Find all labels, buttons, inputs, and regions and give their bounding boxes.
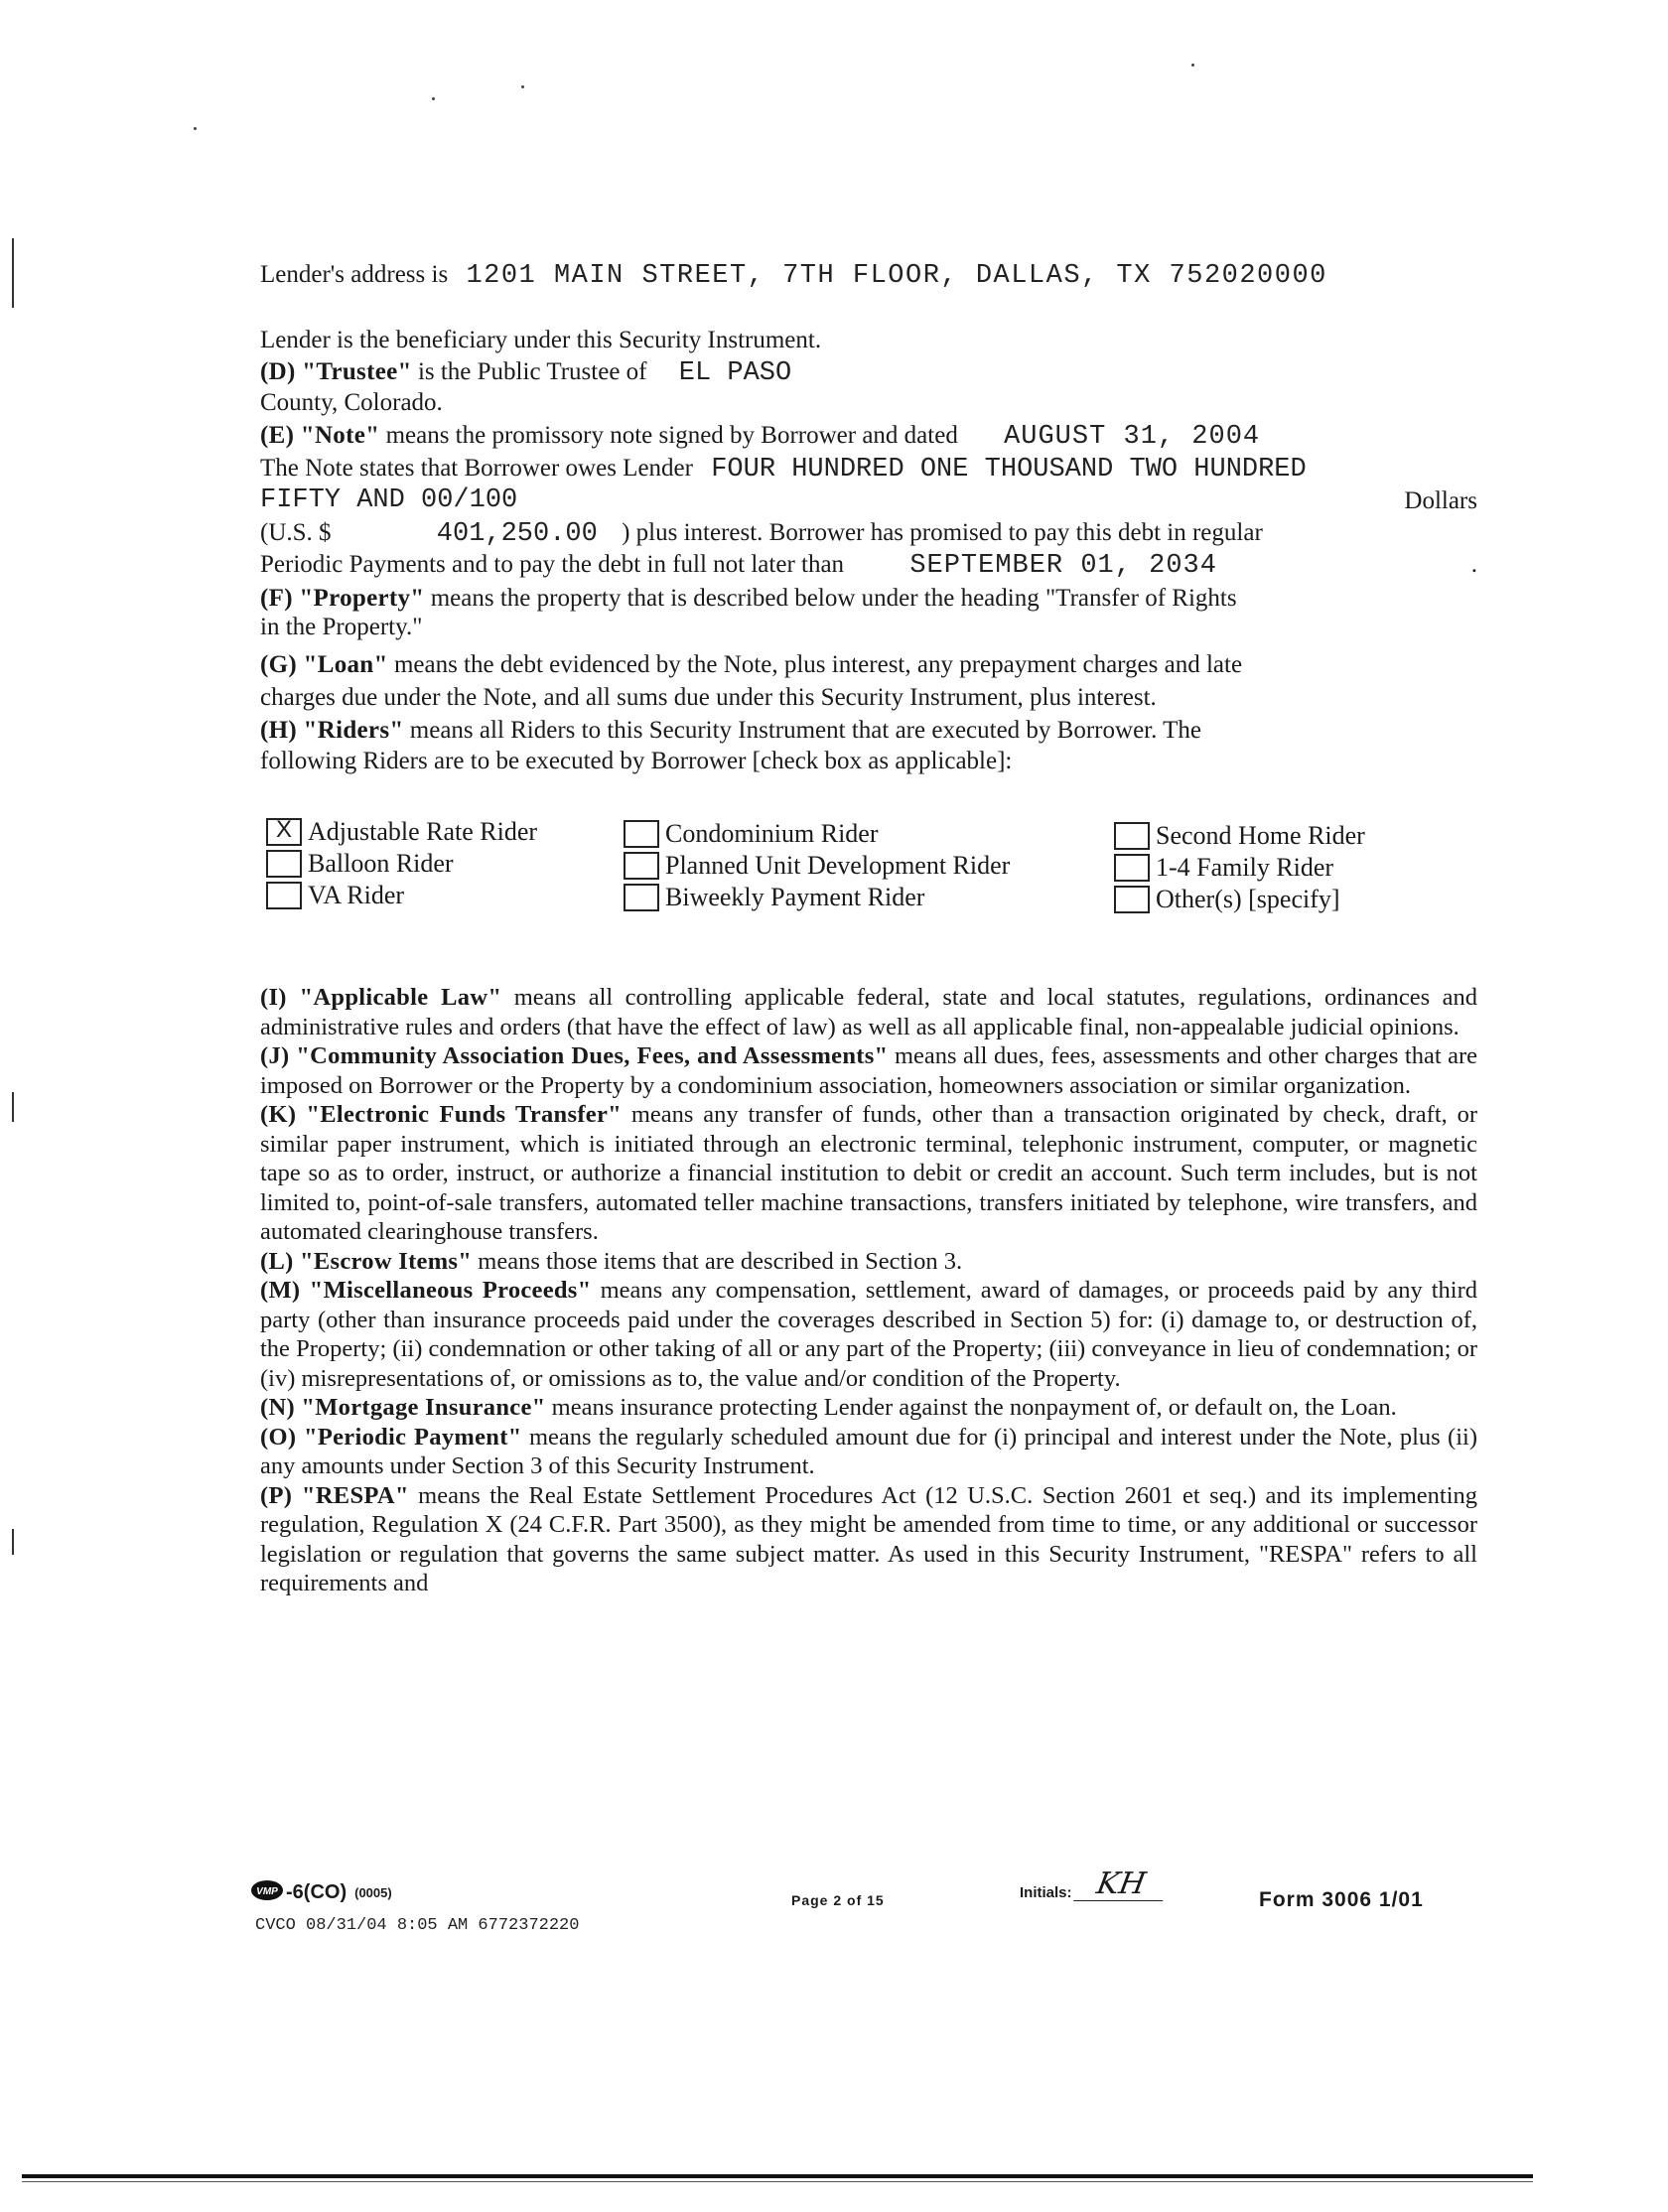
form-code: -6(CO)	[286, 1881, 348, 1903]
rider-label: Adjustable Rate Rider	[308, 817, 538, 846]
us-label: (U.S. $	[260, 519, 332, 546]
scan-dot	[1191, 64, 1194, 67]
definition-text: means those items that are described in Section 3.	[478, 1247, 963, 1275]
definition-misc-proceeds	[260, 1276, 1477, 1393]
checkbox-condominium[interactable]	[624, 820, 659, 848]
rider-planned-unit[interactable]	[624, 850, 1010, 882]
maturity-line	[260, 550, 1477, 581]
rider-biweekly[interactable]	[624, 882, 924, 913]
owes-text: The Note states that Borrower owes Lender	[260, 455, 693, 482]
definition-label: (N) "Mortgage Insurance"	[260, 1394, 546, 1421]
loan-amount: 401,250.00	[436, 519, 598, 549]
amount-words-2: FIFTY AND 00/100	[260, 485, 518, 515]
amount-line	[260, 518, 1477, 549]
stamp-text: CVCO 08/31/04 8:05 AM 6772372220	[255, 1916, 580, 1935]
lender-address-label: Lender's address is	[260, 261, 449, 288]
rider-label: Balloon Rider	[308, 849, 454, 878]
loan-label: (G) "Loan"	[260, 651, 388, 678]
definition-text: means any compensation, settlement, award of damages, or proceeds paid by any third party (other than insurance proceeds paid under the coverages described in Section 5) for: (i) damage to, or destruction of, the Property; (ii) condemnation or other taking of all or any part of the Property; (iii) conveyance in lieu of condemnation; or (iv) misrepresentations of, or omissions as to, the value and/or condition of the Property.	[260, 1277, 1478, 1392]
loan-line	[260, 650, 1477, 679]
checkbox-va[interactable]	[266, 882, 302, 909]
definition-label: (M) "Miscellaneous Proceeds"	[260, 1277, 592, 1304]
beneficiary-line	[260, 326, 1477, 354]
definition-text: means any transfer of funds, other than a transaction originated by check, draft, or similar paper instrument, which is initiated through an electronic terminal, telephonic instrument, computer, or magnetic tape so as to order, instruct, or authorize a financial institution to debit or credit an account. Such term includes, but is not limited to, point-of-sale transfers, automated teller machine transactions, transfers initiated by telephone, wire transfers, and automated clearinghouse transfers.	[260, 1101, 1478, 1245]
page-number	[791, 1892, 885, 1908]
scan-dot	[521, 85, 524, 88]
definition-text: means all controlling applicable federal, state and local statutes, regulations, ordinances and administrative rules and orders (that have the effect of law) as well as all applicable final, non-appealable judicial opinions.	[260, 984, 1477, 1040]
property-text-2: in the Property."	[260, 614, 423, 640]
form-logo	[250, 1879, 392, 1906]
definitions-block	[260, 983, 1477, 1598]
owes-line	[260, 454, 1477, 484]
riders-label: (H) "Riders"	[260, 717, 404, 744]
definition-respa	[260, 1481, 1477, 1598]
riders-text-1: means all Riders to this Security Instrument that are executed by Borrower. The	[409, 717, 1202, 744]
rider-va[interactable]	[266, 880, 404, 911]
scan-edge-mark	[12, 238, 14, 308]
vmp-logo-icon	[250, 1879, 284, 1906]
rider-label: Planned Unit Development Rider	[665, 851, 1011, 880]
checkbox-adjustable-rate[interactable]	[266, 818, 302, 846]
loan-text-1: means the debt evidenced by the Note, plus interest, any prepayment charges and late	[393, 651, 1243, 678]
definition-text: means the regularly scheduled amount due for (i) principal and interest under the Note, plus (ii) any amounts under Section 3 of this Security Instrument.	[260, 1423, 1477, 1479]
checkbox-balloon[interactable]	[266, 850, 302, 878]
definition-label: (L) "Escrow Items"	[260, 1247, 473, 1275]
property-label: (F) "Property"	[260, 585, 425, 612]
definition-escrow-items	[260, 1247, 1477, 1277]
rider-label: Other(s) [specify]	[1156, 885, 1340, 913]
definition-electronic-funds	[260, 1100, 1477, 1247]
amount-words-line	[260, 486, 1477, 515]
property-line	[260, 584, 1477, 613]
rider-label: 1-4 Family Rider	[1156, 853, 1334, 882]
rider-label: VA Rider	[308, 881, 405, 909]
trustee-label: (D) "Trustee"	[260, 358, 412, 385]
rider-balloon[interactable]	[266, 848, 454, 880]
form-number-text: Form 3006 1/01	[1259, 1888, 1424, 1911]
rider-1-4-family[interactable]	[1114, 852, 1333, 884]
rider-adjustable-rate[interactable]	[266, 816, 537, 848]
maturity-period: .	[1470, 551, 1477, 578]
definition-text: means insurance protecting Lender against the nonpayment of, or default on, the Loan.	[551, 1394, 1397, 1421]
page-number-text: Page 2 of 15	[791, 1892, 885, 1908]
scan-dot	[432, 97, 435, 100]
checkbox-mark: X	[275, 816, 292, 843]
rider-label: Condominium Rider	[665, 819, 879, 848]
scan-bottom-line	[22, 2174, 1533, 2178]
checkbox-planned-unit[interactable]	[624, 852, 659, 880]
form-number	[1259, 1888, 1424, 1912]
beneficiary-text: Lender is the beneficiary under this Security Instrument.	[260, 327, 822, 353]
form-code-small: (0005)	[354, 1885, 392, 1900]
loan-line-2	[260, 683, 1477, 712]
riders-text-2: following Riders are to be executed by Borrower [check box as applicable]:	[260, 748, 1013, 774]
dollars-label: Dollars	[1404, 487, 1477, 514]
note-date: AUGUST 31, 2004	[1004, 422, 1261, 452]
scan-dot	[194, 127, 197, 130]
note-label: (E) "Note"	[260, 422, 380, 449]
timestamp-stamp	[255, 1916, 579, 1935]
definition-label: (O) "Periodic Payment"	[260, 1423, 522, 1451]
checkbox-second-home[interactable]	[1114, 822, 1150, 850]
rider-label: Biweekly Payment Rider	[665, 883, 925, 911]
lender-address-value: 1201 MAIN STREET, 7TH FLOOR, DALLAS, TX 752020000	[466, 261, 1327, 291]
property-text-1: means the property that is described below under the heading "Transfer of Rights	[430, 585, 1237, 612]
trustee-county: EL PASO	[678, 358, 792, 388]
rider-condominium[interactable]	[624, 818, 879, 850]
amount-words-1: FOUR HUNDRED ONE THOUSAND TWO HUNDRED	[711, 455, 1307, 484]
scan-edge-mark	[12, 1092, 14, 1122]
scan-edge-mark	[12, 1529, 14, 1555]
note-text: means the promissory note signed by Borrower and dated	[385, 422, 958, 449]
scan-bottom-line	[22, 2181, 1533, 2182]
initials-signature: KH	[1073, 1868, 1169, 1901]
initials-label: Initials:	[1020, 1884, 1072, 1901]
definition-periodic-payment	[260, 1423, 1477, 1481]
trustee-text: is the Public Trustee of	[417, 358, 647, 385]
loan-text-2: charges due under the Note, and all sums due under this Security Instrument, plus interest.	[260, 684, 1157, 711]
rider-label: Second Home Rider	[1156, 821, 1365, 850]
checkbox-biweekly[interactable]	[624, 884, 659, 911]
riders-line	[260, 716, 1477, 745]
note-line	[260, 421, 1477, 452]
lender-address-line	[260, 260, 1477, 291]
checkbox-1-4-family[interactable]	[1114, 854, 1150, 882]
initials-field[interactable]	[1020, 1868, 1166, 1901]
checkbox-other[interactable]	[1114, 886, 1150, 913]
rider-other[interactable]	[1114, 884, 1340, 915]
county-state-line	[260, 388, 1477, 417]
interest-text: ) plus interest. Borrower has promised to pay this debt in regular	[622, 519, 1263, 546]
property-line-2	[260, 613, 1477, 641]
definition-label: (I) "Applicable Law"	[260, 984, 502, 1011]
periodic-text: Periodic Payments and to pay the debt in full not later than	[260, 551, 845, 578]
definition-community-dues	[260, 1041, 1477, 1100]
definition-applicable-law	[260, 983, 1477, 1041]
definition-label: (P) "RESPA"	[260, 1481, 409, 1509]
rider-second-home[interactable]	[1114, 820, 1365, 852]
definition-label: (K) "Electronic Funds Transfer"	[260, 1101, 623, 1128]
trustee-line	[260, 357, 1477, 388]
definition-text: means all dues, fees, assessments and other charges that are imposed on Borrower or the Property by a condominium association, homeowners association or similar organization.	[260, 1042, 1478, 1099]
county-state: County, Colorado.	[260, 389, 443, 416]
maturity-date: SEPTEMBER 01, 2034	[909, 551, 1217, 581]
definition-mortgage-insurance	[260, 1393, 1477, 1423]
riders-line-2	[260, 747, 1477, 775]
definition-text: means the Real Estate Settlement Procedures Act (12 U.S.C. Section 2601 et seq.) and its implementing regulation, Regulation X (24 C.F.R. Part 3500), as they might be amended from time to time, or any additional or successor legislation or regulation that governs the same subject matter. As used in this Security Instrument, "RESPA" refers to all requirements and	[260, 1481, 1478, 1596]
svg-text:VMP: VMP	[256, 1886, 278, 1897]
definition-label: (J) "Community Association Dues, Fees, and Assessments"	[260, 1042, 889, 1069]
